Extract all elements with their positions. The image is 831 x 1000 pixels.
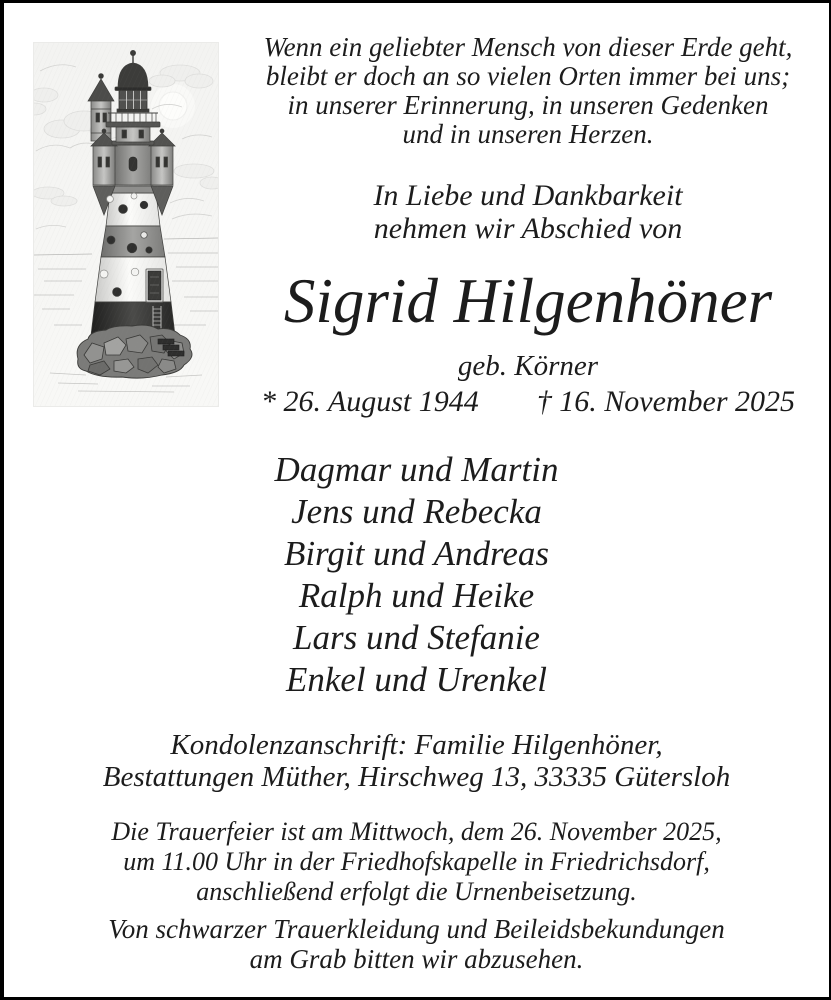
mourner-line: Birgit und Andreas xyxy=(283,534,550,573)
farewell-line: nehmen wir Abschied von xyxy=(373,212,683,245)
farewell-line: In Liebe und Dankbarkeit xyxy=(373,179,683,212)
birth-date: * 26. August 1944 xyxy=(260,385,479,418)
maiden-name: geb. Körner xyxy=(457,350,599,382)
mourners-list xyxy=(4,449,829,701)
mourner-line: Dagmar und Martin xyxy=(274,450,559,489)
funeral-info xyxy=(4,817,829,907)
condolence-line: Kondolenzanschrift: Familie Hilgenhöner, xyxy=(170,729,663,761)
request-line: Von schwarzer Trauerkleidung und Beileidsbekundungen xyxy=(108,914,725,944)
mourner-line: Lars und Stefanie xyxy=(293,618,540,657)
request-line: am Grab bitten wir abzusehen. xyxy=(249,944,584,974)
lighthouse-drawing xyxy=(34,43,218,406)
funeral-line: um 11.00 Uhr in der Friedhofskapelle in Friedrichsdorf, xyxy=(123,847,710,876)
mourner-line: Enkel und Urenkel xyxy=(285,660,548,699)
funeral-line: anschließend erfolgt die Urnenbeisetzung. xyxy=(196,877,637,906)
quote-line: in unserer Erinnerung, in unseren Gedenken xyxy=(287,90,769,120)
lighthouse-illustration xyxy=(33,42,219,407)
farewell-text xyxy=(228,179,828,245)
condolence-line: Bestattungen Müther, Hirschweg 13, 33335 Gütersloh xyxy=(102,761,731,793)
mourning-request xyxy=(4,914,829,974)
quote-line: Wenn ein geliebter Mensch von dieser Erde geht, xyxy=(263,32,793,62)
mourner-line: Ralph und Heike xyxy=(298,576,535,615)
mourner-line: Jens und Rebecka xyxy=(291,492,542,531)
quote-line: bleibt er doch an so vielen Orten immer bei uns; xyxy=(265,61,791,91)
funeral-line: Die Trauerfeier ist am Mittwoch, dem 26. November 2025, xyxy=(111,817,722,846)
deceased-name: Sigrid Hilgenhöner xyxy=(283,266,773,336)
memorial-quote xyxy=(228,33,828,149)
death-date: † 16. November 2025 xyxy=(536,385,796,418)
quote-line: und in unseren Herzen. xyxy=(402,119,654,149)
condolence-address xyxy=(4,729,829,793)
life-dates xyxy=(228,383,828,421)
